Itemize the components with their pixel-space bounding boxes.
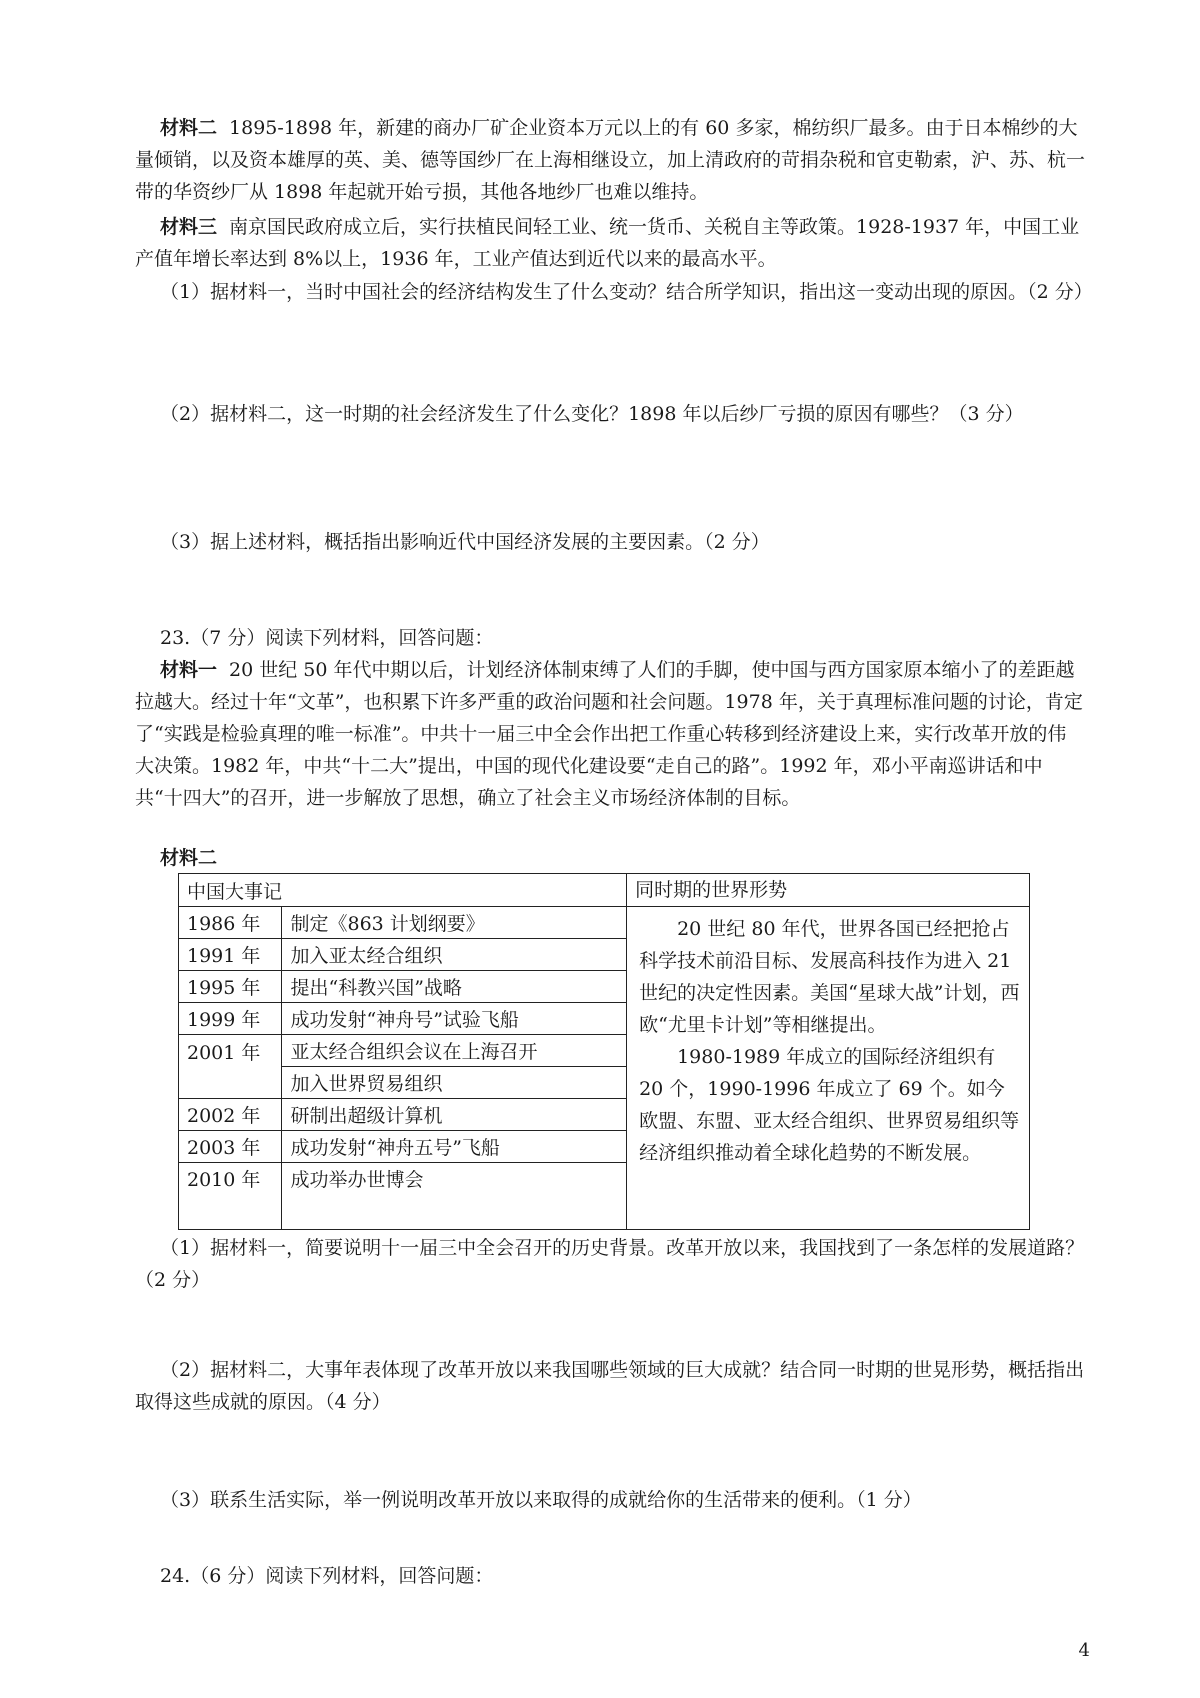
q24-heading: 24.（6 分）阅读下列材料，回答问题： <box>160 1565 494 1587</box>
row-event: 亚太经合组织会议在上海召开 <box>282 1035 627 1067</box>
row-event: 成功举办世博会 <box>282 1163 627 1230</box>
q22-sub3: （3）据上述材料，概括指出影响近代中国经济发展的主要因素。（2 分） <box>160 531 770 553</box>
material-2-label: 材料二 <box>160 117 218 139</box>
table-row <box>179 907 1030 939</box>
row-event: 提出“科教兴国”战略 <box>282 971 627 1003</box>
world-situation-cell <box>627 907 1030 1230</box>
q23-sub3: （3）联系生活实际，举一例说明改革开放以来取得的成就给你的生活带来的便利。（1 分） <box>160 1489 922 1511</box>
material-3-label: 材料三 <box>160 216 218 238</box>
row-year: 2003 年 <box>179 1131 282 1163</box>
world-paragraph-2: 1980-1989 年成立的国际经济组织有 20 个，1990-1996 年成立了 69 个。如今欧盟、东盟、亚太经合组织、世界贸易组织等经济组织推动着全球化趋势的不断发展。 <box>639 1046 1020 1164</box>
row-year: 1999 年 <box>179 1003 282 1035</box>
q23-sub2: （2）据材料二，大事年表体现了改革开放以来我国哪些领域的巨大成就？结合同一时期的世晃形势，概括指出取得这些成就的原因。（4 分） <box>135 1359 1085 1413</box>
table-header-row <box>179 874 1030 907</box>
material-3-paragraph <box>135 211 1085 275</box>
material-3-text: 南京国民政府成立后，实行扶植民间轻工业、统一货币、关税自主等政策。1928-1937 年，中国工业产值年增长率达到 8%以上，1936 年，工业产值达到近代以来的最高水平。 <box>135 216 1080 270</box>
row-year: 1991 年 <box>179 939 282 971</box>
row-event: 成功发射“神舟号”试验飞船 <box>282 1003 627 1035</box>
header-china-events: 中国大事记 <box>179 874 627 907</box>
row-event: 加入世界贸易组织 <box>282 1067 627 1099</box>
events-table <box>178 873 1030 1230</box>
q23-material-1-paragraph <box>135 654 1085 814</box>
row-year: 1995 年 <box>179 971 282 1003</box>
row-year: 2001 年 <box>179 1035 282 1099</box>
q23-material-1-label: 材料一 <box>160 659 218 681</box>
material-2-text: 1895-1898 年，新建的商办厂矿企业资本万元以上的有 60 多家，棉纺织厂最多。由于日本棉纱的大量倾销，以及资本雄厚的英、美、德等国纱厂在上海相继设立，加上清政府的苛捐杂税和官吏勒索，沪、苏、杭一带的华资纱厂从 1898 年起就开始亏损，其他各地纱厂也难以维持。 <box>135 117 1086 203</box>
q23-material-2-label: 材料二 <box>160 847 218 869</box>
row-year: 1986 年 <box>179 907 282 939</box>
q23-sub1: （1）据材料一，简要说明十一届三中全会召开的历史背景。改革开放以来，我国找到了一条怎样的发展道路？（2 分） <box>135 1237 1085 1291</box>
row-event: 制定《863 计划纲要》 <box>282 907 627 939</box>
q23-material-1-text: 20 世纪 50 年代中期以后，计划经济体制束缚了人们的手脚，使中国与西方国家原本缩小了的差距越拉越大。经过十年“文革”，也积累下许多严重的政治问题和社会问题。1978 年，关于真理标准问题的讨论，肯定了“实践是检验真理的唯一标准”。中共十一届三中全会作出把工作重心转移到经济建设上来，实行改革开放的伟大决策。1982 年，中共“十二大”提出，中国的现代化建设要“走自己的路”。1992 年，邓小平南巡讲话和中共“十四大”的召开，进一步解放了思想，确立了社会主义市场经济体制的目标。 <box>135 659 1083 809</box>
q22-sub2: （2）据材料二，这一时期的社会经济发生了什么变化？1898 年以后纱厂亏损的原因有哪些？（3 分） <box>160 403 1024 425</box>
row-event: 研制出超级计算机 <box>282 1099 627 1131</box>
q23-heading: 23.（7 分）阅读下列材料，回答问题： <box>160 627 494 649</box>
header-world-situation: 同时期的世界形势 <box>627 874 1030 907</box>
material-2-paragraph <box>135 112 1085 208</box>
q22-sub1: （1）据材料一，当时中国社会的经济结构发生了什么变动？结合所学知识，指出这一变动出现的原因。（2 分） <box>160 281 1093 303</box>
row-event: 成功发射“神舟五号”飞船 <box>282 1131 627 1163</box>
row-event: 加入亚太经合组织 <box>282 939 627 971</box>
page-number: 4 <box>1078 1640 1090 1661</box>
row-year: 2010 年 <box>179 1163 282 1230</box>
row-year: 2002 年 <box>179 1099 282 1131</box>
world-paragraph-1: 20 世纪 80 年代，世界各国已经把抢占科学技术前沿目标、发展高科技作为进入 21 世纪的决定性因素。美国“星球大战”计划，西欧“尤里卡计划”等相继提出。 <box>639 918 1020 1036</box>
